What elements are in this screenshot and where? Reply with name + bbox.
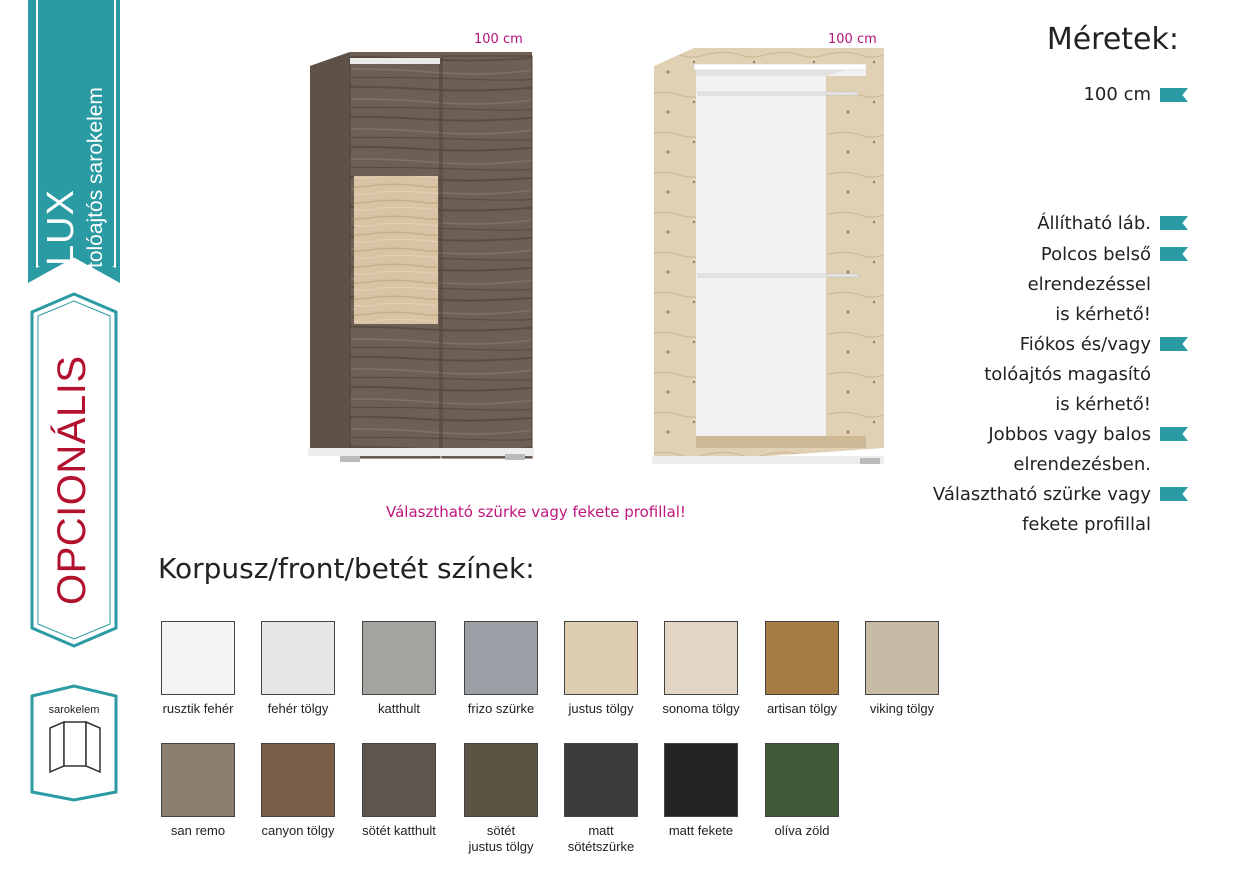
color-swatch	[161, 743, 235, 817]
color-swatch	[664, 743, 738, 817]
bullet-marker-icon	[1160, 427, 1188, 441]
colors-title: Korpusz/front/betét színek:	[158, 552, 535, 585]
color-swatch	[161, 621, 235, 695]
color-swatch	[362, 621, 436, 695]
color-swatch-item	[456, 621, 546, 717]
color-swatch	[261, 743, 335, 817]
feature-line: Polcos belső	[1040, 244, 1151, 265]
banner-title: LUX	[40, 189, 82, 266]
bullet-marker-icon	[1160, 247, 1188, 261]
color-swatch-name: artisan tölgy	[766, 701, 838, 716]
color-swatch-name: san remo	[170, 823, 226, 838]
color-swatch	[765, 621, 839, 695]
color-swatch	[865, 621, 939, 695]
color-swatch-name-line1: sötét	[486, 823, 516, 838]
color-swatch-item	[757, 621, 847, 717]
open-wardrobe-width: 100 cm	[828, 32, 877, 47]
bullet-marker-icon	[1160, 337, 1188, 351]
color-swatch	[362, 743, 436, 817]
feature-line: is kérhető!	[1055, 394, 1151, 415]
color-swatch-name: olíva zöld	[774, 823, 830, 838]
color-swatch-name: katthult	[378, 701, 420, 716]
color-swatch-name-line2: justus tölgy	[468, 839, 534, 854]
feature-line: is kérhető!	[1055, 304, 1151, 325]
color-swatch-item	[354, 621, 444, 717]
color-swatch-item	[354, 743, 444, 839]
color-swatch-item	[153, 621, 243, 717]
color-swatch	[464, 621, 538, 695]
color-swatch-name: sonoma tölgy	[662, 701, 740, 716]
color-swatch-item	[656, 743, 746, 839]
bullet-marker-icon	[1160, 216, 1188, 230]
bullet-marker-icon	[1160, 487, 1188, 501]
color-swatch-name: sötét katthult	[362, 823, 436, 838]
color-swatch-item	[757, 743, 847, 839]
color-swatch-item	[556, 621, 646, 717]
corner-element-label: sarokelem	[48, 704, 100, 716]
feature-line: Választható szürke vagy	[932, 484, 1151, 505]
optional-label: OPCIONÁLIS	[50, 355, 94, 605]
color-swatch-name: matt fekete	[668, 823, 734, 838]
color-swatch-item	[253, 621, 343, 717]
dimensions-value: 100 cm	[1083, 84, 1151, 105]
color-swatch	[765, 743, 839, 817]
banner-subtitle: tolóajtós sarokelem	[84, 87, 107, 268]
color-swatch-item	[253, 743, 343, 839]
color-swatch	[464, 743, 538, 817]
color-swatch-item	[153, 743, 243, 839]
color-swatch-name-line2: sötétszürke	[567, 839, 635, 854]
color-swatch	[564, 743, 638, 817]
feature-line: tolóajtós magasító	[984, 364, 1151, 385]
closed-wardrobe-width: 100 cm	[474, 32, 523, 47]
color-swatch-item	[456, 743, 546, 855]
color-swatch	[664, 621, 738, 695]
color-swatch-item	[656, 621, 746, 717]
open-wardrobe-image	[650, 44, 890, 474]
color-swatch-name: viking tölgy	[869, 701, 935, 716]
color-swatch-item	[556, 743, 646, 855]
color-swatch-name-line1: matt	[588, 823, 614, 838]
closed-wardrobe-image	[300, 52, 540, 472]
feature-line: fekete profillal	[1022, 514, 1151, 535]
dimensions-marker-icon	[1160, 88, 1188, 102]
dimensions-title: Méretek:	[1046, 22, 1179, 57]
feature-line: elrendezésben.	[1013, 454, 1151, 475]
feature-line: Fiókos és/vagy	[1019, 334, 1151, 355]
feature-line: elrendezéssel	[1027, 274, 1151, 295]
color-swatch-name: frizo szürke	[467, 701, 535, 716]
corner-element-frame	[30, 684, 118, 802]
profile-note: Választható szürke vagy fekete profillal!	[386, 503, 686, 521]
color-swatch	[261, 621, 335, 695]
feature-line: Állítható láb.	[1037, 213, 1151, 234]
color-swatch-name: fehér tölgy	[267, 701, 329, 716]
color-swatch-name: rusztik fehér	[162, 701, 234, 716]
color-swatch	[564, 621, 638, 695]
color-swatch-name: justus tölgy	[568, 701, 634, 716]
feature-line: Jobbos vagy balos	[988, 424, 1151, 445]
color-swatch-item	[857, 621, 947, 717]
corner-wardrobe-icon	[50, 722, 100, 772]
color-swatch-name: canyon tölgy	[261, 823, 335, 838]
